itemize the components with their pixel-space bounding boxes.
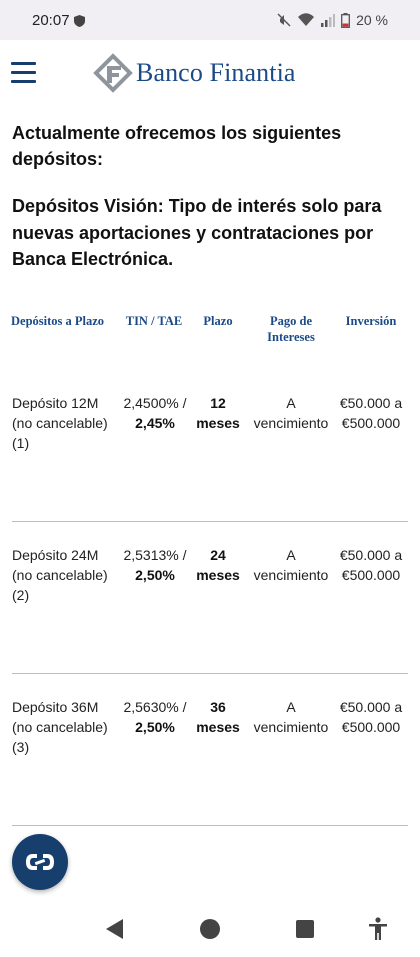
column-header-tin-tae: TIN / TAE — [125, 314, 183, 328]
table-row — [0, 697, 420, 849]
brand-name: Banco Finantia — [136, 58, 296, 87]
shield-icon — [74, 14, 85, 32]
mute-icon — [277, 13, 291, 27]
cell-producto: Depósito 12M (no cancelable)(1) — [12, 395, 108, 451]
recents-square-icon[interactable] — [295, 919, 315, 944]
cell-tin: 2,5313% / — [123, 547, 187, 563]
site-header — [0, 40, 420, 108]
battery-icon — [341, 13, 350, 28]
cell-plazo: 12 meses — [196, 395, 240, 431]
battery-text: 20 % — [356, 12, 388, 28]
signal-icon — [321, 13, 335, 27]
row-divider — [12, 825, 408, 826]
hamburger-menu-icon — [11, 62, 36, 65]
system-navigation-bar — [0, 900, 420, 957]
cell-pago: A vencimiento — [253, 699, 329, 735]
cell-pago: A vencimiento — [253, 395, 329, 431]
row-divider — [12, 521, 408, 522]
status-time: 20:07 — [32, 12, 70, 29]
cell-tin-tae — [120, 697, 190, 737]
column-header-plazo: Plazo — [203, 314, 233, 328]
cell-inversion: €50.000 a €500.000 — [339, 699, 403, 735]
table-row — [0, 545, 420, 697]
wifi-icon — [297, 13, 315, 27]
column-header-pago: Pago de Intereses — [267, 314, 315, 344]
cell-pago: A vencimiento — [253, 547, 329, 583]
status-indicators — [277, 12, 388, 28]
cell-tae: 2,50% — [135, 719, 175, 735]
cell-inversion: €50.000 a €500.000 — [339, 395, 403, 431]
logo-emblem-icon — [92, 52, 134, 94]
cell-tin: 2,5630% / — [123, 699, 187, 715]
back-triangle-icon[interactable] — [104, 918, 124, 945]
brand-logo[interactable] — [92, 52, 296, 94]
chat-button[interactable] — [12, 834, 68, 890]
cell-inversion: €50.000 a €500.000 — [339, 547, 403, 583]
cell-tae: 2,50% — [135, 567, 175, 583]
deposits-subtitle: Depósitos Visión: Tipo de interés solo para nuevas aportaciones y contrataciones por Banca Electrónica. — [12, 196, 382, 269]
accessibility-icon[interactable] — [368, 917, 388, 946]
cell-tin-tae — [120, 545, 190, 585]
status-bar — [0, 0, 420, 40]
column-header-producto: Depósitos a Plazo — [11, 314, 105, 328]
cell-tin-tae — [120, 393, 190, 433]
home-circle-icon[interactable] — [199, 918, 221, 945]
cell-producto: Depósito 24M (no cancelable)(2) — [12, 547, 108, 603]
cell-tin: 2,4500% / — [123, 395, 187, 411]
cell-plazo: 24 meses — [196, 547, 240, 583]
intro-text: Actualmente ofrecemos los siguientes depósitos: — [12, 123, 342, 169]
cell-tae: 2,45% — [135, 415, 175, 431]
table-row — [0, 393, 420, 545]
row-divider — [12, 673, 408, 674]
cell-plazo: 36 meses — [196, 699, 240, 735]
hamburger-menu-button[interactable] — [11, 60, 37, 84]
column-header-inversion: Inversión — [345, 314, 397, 328]
cell-producto: Depósito 36M (no cancelable)(3) — [12, 699, 108, 755]
